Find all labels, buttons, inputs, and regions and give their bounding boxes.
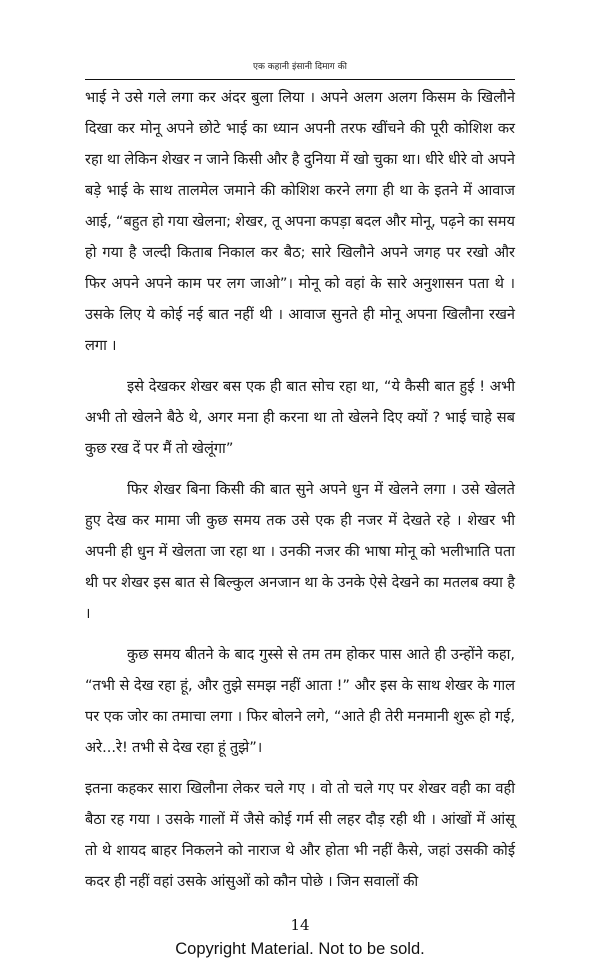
- header-rule: [85, 79, 515, 80]
- paragraph-gap: [85, 629, 515, 639]
- paragraph-4: कुछ समय बीतने के बाद गुस्से से तम तम होकर पास आते ही उन्होंने कहा, “तभी से देख रहा हूं, और तुझे समझ नहीं आता !” और इस के साथ शेखर के गाल पर एक जोर का तमाचा लगा । फिर बोलने लगे, “आते ही तेरी मनमानी शुरू हो गई, अरे...रे! तभी से देख रहा हूं तुझे”।: [85, 646, 515, 756]
- paragraph-gap: [85, 763, 515, 773]
- paragraph-3: फिर शेखर बिना किसी की बात सुने अपने धुन में खेलने लगा । उसे खेलते हुए देख कर मामा जी कुछ समय तक उसे एक ही नजर में देखते रहे । शेखर भी अपनी ही धुन में खेलता जा रहा था । उनकी नजर की भाषा मोनू को भलीभाति पता थी पर शेखर इस बात से बिल्कुल अनजान था के उनके ऐसे देखने का मतलब क्या है ।: [85, 481, 515, 622]
- copyright-notice: Copyright Material. Not to be sold.: [175, 940, 425, 958]
- paragraph-5: इतना कहकर सारा खिलौना लेकर चले गए । वो तो चले गए पर शेखर वही का वही बैठा रह गया । उसके गालों में जैसे कोई गर्म सी लहर दौड़ रही थी । आंखों में आंसू तो थे शायद बाहर निकलने को नाराज थे और होता भी नहीं कैसे, जहां उसकी कोई कदर ही नहीं वहां उसके आंसुओं को कौन पोछे । जिन सवालों की: [85, 780, 515, 890]
- paragraph-gap: [85, 464, 515, 474]
- page-footer: [0, 915, 600, 960]
- running-head: एक कहानी इंसानी दिमाग की: [253, 62, 347, 72]
- paragraph-2: इसे देखकर शेखर बस एक ही बात सोच रहा था, “ये कैसी बात हुई ! अभी अभी तो खेलने बैठे थे, अगर मना ही करना था तो खेलने दिए क्यों ? भाई चाहे सब कुछ रख दें पर मैं तो खेलूंगा”: [85, 378, 515, 457]
- body-text: [85, 82, 515, 897]
- page-number: 14: [290, 916, 310, 934]
- paragraph-gap: [85, 361, 515, 371]
- paragraph-1: भाई ने उसे गले लगा कर अंदर बुला लिया । अपने अलग अलग किसम के खिलौने दिखा कर मोनू अपने छोटे भाई का ध्यान अपनी तरफ खींचने की पूरी कोशिश कर रहा था लेकिन शेखर न जाने किसी और है दुनिया में खो चुका था। धीरे धीरे वो अपने बड़े भाई के साथ तालमेल जमाने की कोशिश करने लगा ही था के इतने में आवाज आई, “बहुत हो गया खेलना; शेखर, तू अपना कपड़ा बदल और मोनू, पढ़ने का समय हो गया है जल्दी किताब निकाल कर बैठ; सारे खिलौने अपने जगह पर रखो और फिर अपने अपने काम पर लग जाओ”। मोनू को वहां के सारे अनुशासन पता थे । उसके लिए ये कोई नई बात नहीं थी । आवाज सुनते ही मोनू अपना खिलौना रखने लगा ।: [85, 89, 515, 354]
